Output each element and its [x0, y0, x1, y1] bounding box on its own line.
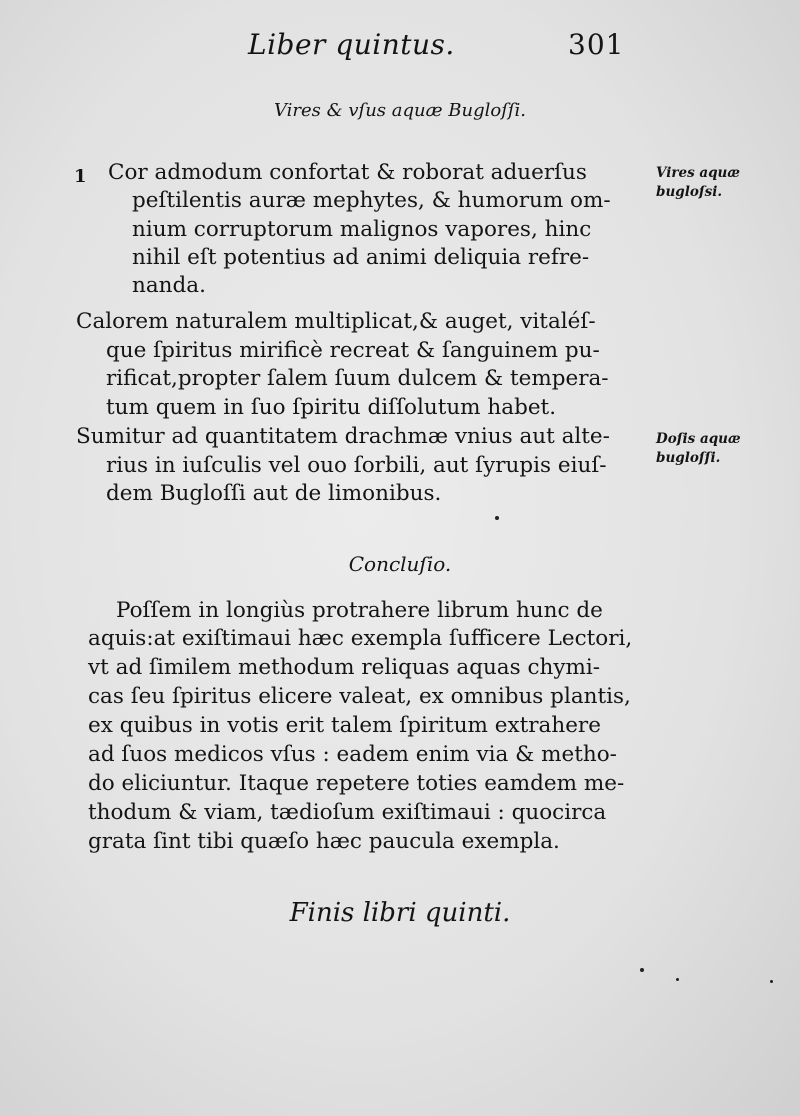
text-line: nihil eſt potentius ad animi deliquia refre-: [132, 245, 590, 270]
text-line: Cor admodum confortat & roborat aduerſus: [108, 160, 587, 185]
text-line: nium corruptorum malignos vapores, hinc: [132, 217, 592, 242]
text-line: ex quibus in votis erit talem ſpiritum extrahere: [88, 713, 601, 738]
text-line: Poſſem in longiùs protrahere librum hunc de: [116, 598, 603, 623]
text-line: aquis:at exiſtimaui hæc exempla ſufficere Lectori,: [88, 626, 633, 651]
text-line: peſtilentis auræ mephytes, & humorum om-: [132, 188, 611, 213]
finis-line: Finis libri quinti.: [289, 898, 511, 928]
text-line: cas ſeu ſpiritus elicere valeat, ex omnibus plantis,: [88, 684, 631, 709]
text-line: grata ſint tibi quæſo hæc paucula exempla.: [88, 829, 560, 854]
margin-note: [656, 164, 740, 202]
margin-note: [656, 430, 741, 468]
text-line: que ſpiritus mirificè recreat & ſanguinem pu-: [106, 338, 600, 363]
text-line: rius in iuſculis vel ouo ſorbili, aut ſyrupis eiuſ-: [106, 453, 607, 478]
text-line: rificat,propter ſalem ſuum dulcem & tempera-: [106, 366, 609, 391]
text-line: nanda.: [132, 273, 206, 298]
text-line: Sumitur ad quantitatem drachmæ vnius aut alte-: [76, 424, 610, 449]
item-number: 1: [74, 166, 87, 187]
text-line: thodum & viam, tædioſum exiſtimaui : quocirca: [88, 800, 607, 825]
section-heading: Vires & vſus aquæ Bugloſſi.: [273, 100, 526, 121]
text-line: ad ſuos medicos vſus : eadem enim via & metho-: [88, 742, 617, 767]
margin-note-line: Doſis aquæ: [656, 431, 741, 447]
running-head: [0, 28, 800, 68]
text-line: do eliciuntur. Itaque repetere toties eamdem me-: [88, 771, 625, 796]
text-line: Calorem naturalem multiplicat,& auget, vitaléſ-: [76, 309, 596, 334]
conclusio-heading: Concluſio.: [348, 552, 452, 576]
text-line: dem Bugloſſi aut de limonibus.: [106, 481, 442, 506]
text-line: tum quem in ſuo ſpiritu diſſolutum habet.: [106, 395, 557, 420]
margin-note-line: bugloſsi.: [656, 184, 723, 200]
running-head-title: Liber quintus.: [248, 28, 455, 61]
text-line: vt ad ſimilem methodum reliquas aquas chymi-: [88, 655, 601, 680]
margin-note-line: Vires aquæ: [656, 165, 740, 181]
page-number: 301: [568, 28, 625, 61]
margin-note-line: bugloſſi.: [656, 450, 721, 466]
